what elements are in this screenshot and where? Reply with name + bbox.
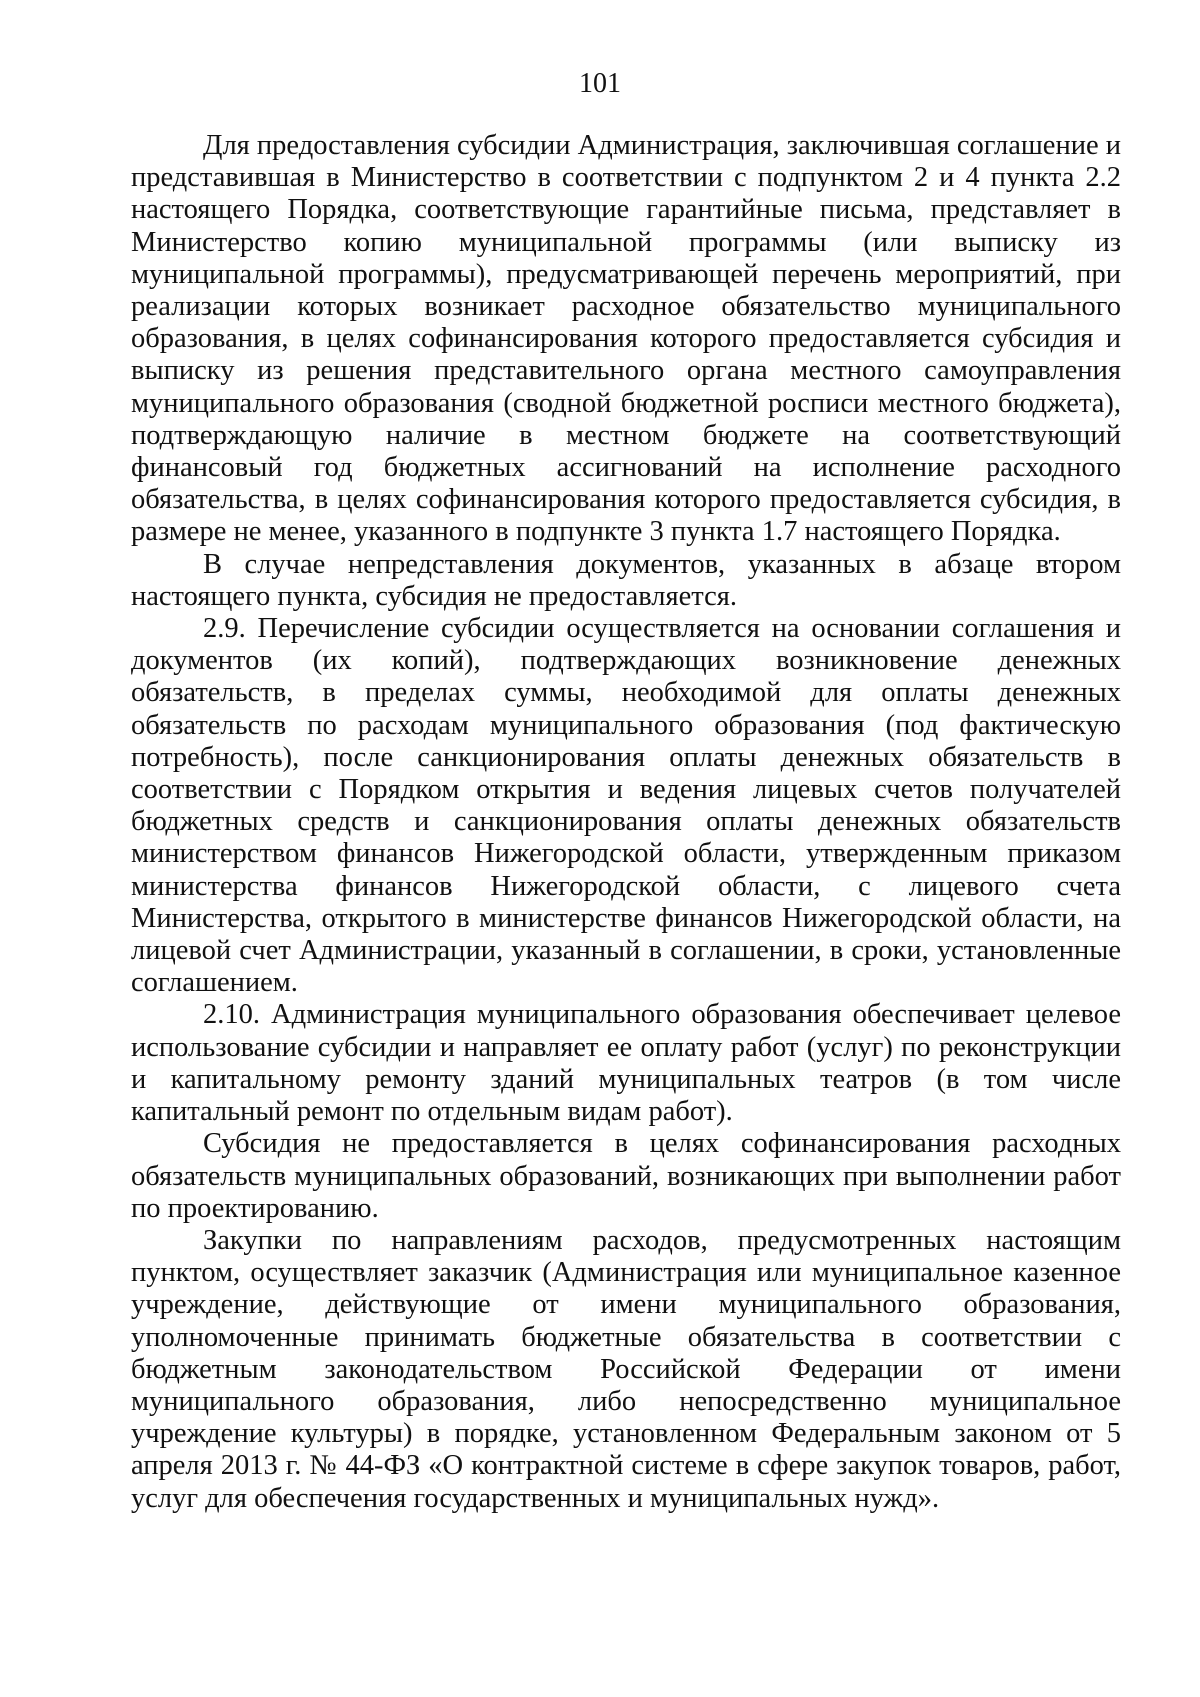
paragraph-2-10: 2.10. Администрация муниципального образования обеспечивает целевое использование субсидии и направляет ее оплату работ (услуг) по реконструкции и капитальному ремонту зданий муниципальных театров (в том числе капитальный ремонт по отдельным видам работ).: [131, 999, 1121, 1128]
paragraph-non-submission: В случае непредставления документов, указанных в абзаце втором настоящего пункта, субсидия не предоставляется.: [131, 548, 1121, 612]
paragraph-documents-submission: Для предоставления субсидии Администрация, заключившая соглашение и представившая в Министерство в соответствии с подпунктом 2 и 4 пункта 2.2 настоящего Порядка, соответствующие гарантийные письма, представляет в Министерство копию муниципальной программы (или выписку из муниципальной программы), предусматривающей перечень мероприятий, при реализации которых возникает расходное обязательство муниципального образования, в целях софинансирования которого предоставляется субсидия и выписку из решения представительного органа местного самоуправления муниципального образования (сводной бюджетной росписи местного бюджета), подтверждающую наличие в местном бюджете на соответствующий финансовый год бюджетных ассигнований на исполнение расходного обязательства, в целях софинансирования которого предоставляется субсидия, в размере не менее, указанного в подпункте 3 пункта 1.7 настоящего Порядка.: [131, 130, 1121, 548]
paragraph-design-exclusion: Субсидия не предоставляется в целях софинансирования расходных обязательств муниципальных образований, возникающих при выполнении работ по проектированию.: [131, 1128, 1121, 1224]
paragraph-procurement: Закупки по направлениям расходов, предусмотренных настоящим пунктом, осуществляет заказчик (Администрация или муниципальное казенное учреждение, действующие от имени муниципального образования, уполномоченные принимать бюджетные обязательства в соответствии с бюджетным законодательством Российской Федерации от имени муниципального образования, либо непосредственно муниципальное учреждение культуры) в порядке, установленном Федеральным законом от 5 апреля 2013 г. № 44-ФЗ «О контрактной системе в сфере закупок товаров, работ, услуг для обеспечения государственных и муниципальных нужд».: [131, 1224, 1121, 1514]
document-body: [131, 130, 1121, 1515]
page-number: 101: [579, 68, 621, 99]
paragraph-2-9: 2.9. Перечисление субсидии осуществляется на основании соглашения и документов (их копий), подтверждающих возникновение денежных обязательств, в пределах суммы, необходимой для оплаты денежных обязательств по расходам муниципального образования (под фактическую потребность), после санкционирования оплаты денежных обязательств в соответствии с Порядком открытия и ведения лицевых счетов получателей бюджетных средств и санкционирования оплаты денежных обязательств министерством финансов Нижегородской области, утвержденным приказом министерства финансов Нижегородской области, с лицевого счета Министерства, открытого в министерстве финансов Нижегородской области, на лицевой счет Администрации, указанный в соглашении, в сроки, установленные соглашением.: [131, 613, 1121, 999]
